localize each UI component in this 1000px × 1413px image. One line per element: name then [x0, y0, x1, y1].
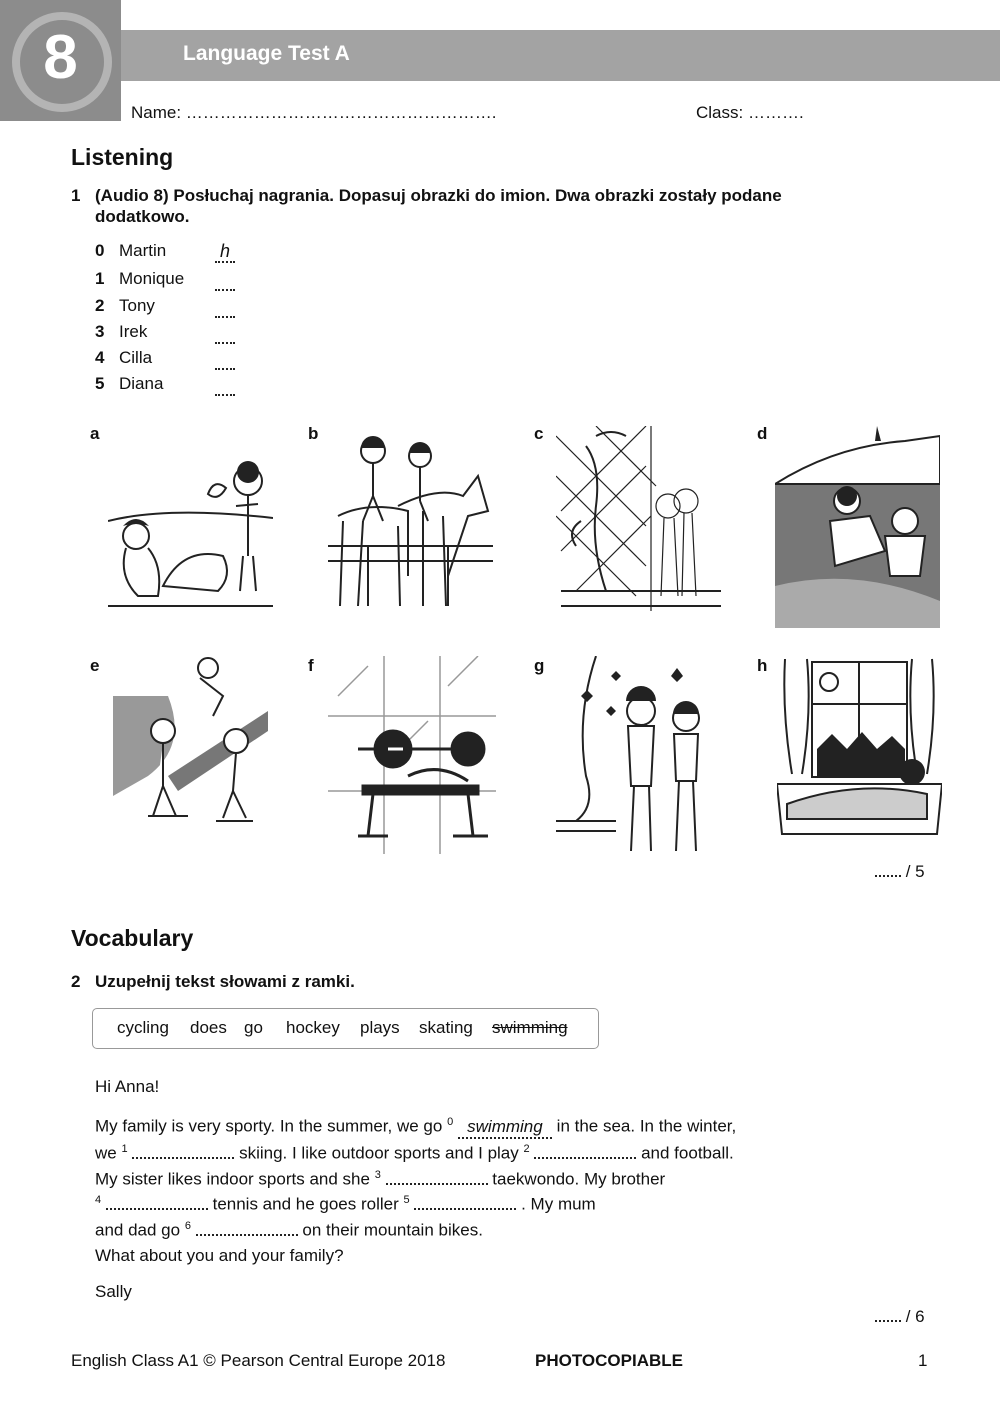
unit-badge	[0, 0, 121, 121]
blank-3[interactable]	[386, 1169, 488, 1185]
answer-blank[interactable]	[215, 277, 235, 291]
header-bar	[121, 30, 1000, 81]
letter-line-3: My sister likes indoor sports and she $^3$ taekwondo. My brother	[95, 1169, 666, 1189]
exercise-1-instruction	[95, 185, 955, 227]
picture-d-running-beach	[775, 426, 940, 628]
blank-0[interactable]: swimming	[458, 1117, 552, 1139]
page-number: 1	[918, 1351, 928, 1370]
answer-blank[interactable]	[215, 382, 235, 396]
item-name: Cilla	[119, 348, 153, 367]
picture-label-c: c	[534, 424, 544, 443]
footer-photocopiable: PHOTOCOPIABLE	[535, 1351, 683, 1370]
picture-c-birds	[556, 426, 726, 611]
blank-1[interactable]	[132, 1143, 234, 1159]
letter-line-6: What about you and your family?	[95, 1246, 344, 1265]
list-item	[95, 348, 153, 368]
list-item	[95, 374, 164, 394]
item-name: Monique	[119, 269, 185, 288]
exercise-2-instruction: Uzupełnij tekst słowami z ramki.	[95, 972, 355, 991]
instruction-line-1: (Audio 8) Posłuchaj nagrania. Dopasuj obrazki do imion. Dwa obrazki zostały podane	[95, 186, 782, 205]
answer-blank[interactable]	[215, 356, 235, 370]
word-option: plays	[360, 1018, 400, 1037]
vocabulary-score	[875, 1307, 925, 1327]
letter-line-2: we $^1$ skiing. I like outdoor sports and I play $^2$ and football.	[95, 1143, 734, 1163]
picture-label-a: a	[90, 424, 100, 443]
picture-a-beach-shell	[108, 426, 273, 611]
vocabulary-score-max: / 6	[905, 1307, 925, 1326]
picture-g-butterflies	[556, 656, 726, 861]
word-option: does	[190, 1018, 227, 1037]
class-field[interactable]: Class: ……….	[696, 103, 804, 122]
item-name: Martin	[119, 241, 167, 260]
item-name: Irek	[119, 322, 148, 341]
item-number: 2	[95, 296, 105, 315]
item-name: Tony	[119, 296, 155, 315]
score-blank[interactable]	[875, 1320, 901, 1322]
word-option: hockey	[286, 1018, 340, 1037]
footer-copyright: English Class A1 © Pearson Central Europe 2018	[71, 1351, 446, 1370]
exercise-1-number: 1	[71, 186, 81, 205]
picture-label-h: h	[757, 656, 768, 675]
word-option-used: swimming	[492, 1018, 568, 1037]
item-number: 5	[95, 374, 105, 393]
picture-label-g: g	[534, 656, 545, 675]
letter-line-1: My family is very sporty. In the summer, we go $^0$ swimming in the sea. In the winter,	[95, 1110, 736, 1139]
letter-greeting: Hi Anna!	[95, 1077, 160, 1096]
listening-score	[875, 862, 925, 882]
letter-line-4: $^4$ tennis and he goes roller $^5$ . My mum	[95, 1194, 596, 1214]
picture-label-d: d	[757, 424, 768, 443]
picture-b-horse-riding	[328, 426, 493, 616]
item-number: 0	[95, 241, 105, 260]
word-box	[92, 1008, 599, 1049]
score-blank[interactable]	[875, 875, 901, 877]
blank-5[interactable]	[414, 1194, 516, 1210]
picture-label-e: e	[90, 656, 100, 675]
listening-score-max: / 5	[905, 862, 925, 881]
blank-2[interactable]	[534, 1143, 636, 1159]
word-option: skating	[419, 1018, 473, 1037]
picture-label-b: b	[308, 424, 319, 443]
picture-e-skateboarding	[108, 656, 278, 836]
name-field[interactable]: Name: ……………………………………………….	[131, 103, 497, 122]
test-title: Language Test A	[183, 42, 350, 65]
instruction-line-2: dodatkowo.	[95, 207, 190, 226]
letter-line-5: and dad go $^6$ on their mountain bikes.	[95, 1220, 483, 1240]
item-number: 3	[95, 322, 105, 341]
picture-label-f: f	[308, 656, 314, 675]
word-option: cycling	[117, 1018, 169, 1037]
letter-signoff: Sally	[95, 1282, 132, 1301]
list-item	[95, 296, 155, 316]
item-number: 1	[95, 269, 105, 288]
vocabulary-heading: Vocabulary	[71, 925, 194, 951]
list-item	[95, 322, 148, 342]
picture-h-sleeping	[777, 654, 942, 836]
list-item	[95, 241, 230, 261]
item-number: 4	[95, 348, 105, 367]
unit-number: 8	[43, 23, 78, 92]
word-option: go	[244, 1018, 263, 1037]
list-item	[95, 269, 185, 289]
item-name: Diana	[119, 374, 164, 393]
answer-blank[interactable]	[215, 330, 235, 344]
blank-6[interactable]	[196, 1220, 298, 1236]
answer-blank[interactable]	[215, 304, 235, 318]
listening-heading: Listening	[71, 144, 174, 170]
blank-4[interactable]	[106, 1194, 208, 1210]
answer-blank[interactable]: h	[215, 241, 235, 263]
picture-f-weightlifting	[328, 656, 496, 854]
exercise-2-number: 2	[71, 972, 81, 991]
